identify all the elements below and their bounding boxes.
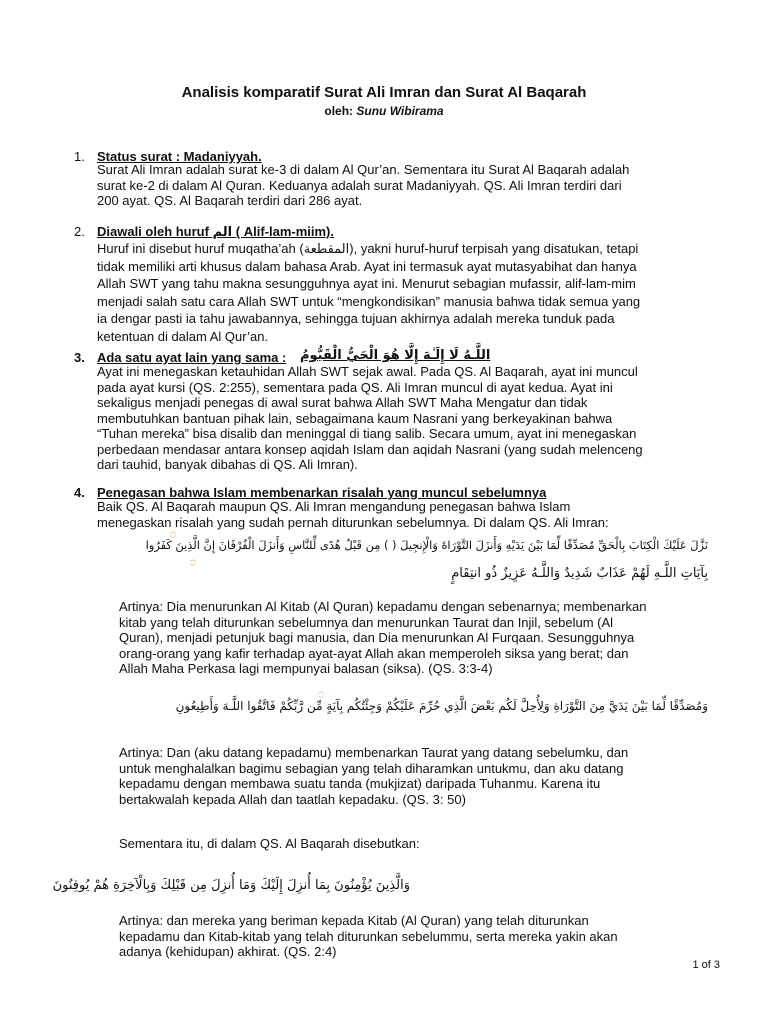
section-3-heading: Ada satu ayat lain yang sama : bbox=[97, 350, 287, 365]
section-2-heading bbox=[97, 224, 334, 240]
section-1-body bbox=[97, 162, 629, 209]
verse-end-mark: ۝ bbox=[318, 688, 324, 699]
text-line: 200 ayat. QS. Al Baqarah terdiri dari 286 ayat. bbox=[97, 193, 363, 208]
section-2-number: 2. bbox=[74, 224, 85, 239]
text-line: bertakwalah kepada Allah dan taatlah kepadaku. (QS. 3: 50) bbox=[119, 791, 466, 807]
text-line: surat ke-2 di dalam Al Quran. Keduanya adalah surat Madaniyyah. QS. Ali Imran terdiri dari bbox=[97, 177, 622, 193]
section-2-heading-arabic: الم bbox=[212, 225, 233, 240]
text-line: perbedaan mendasar antara konsep aqidah Islam dan aqidah Nasrani (yang sudah melenceng bbox=[97, 441, 643, 457]
section-1-number: 1. bbox=[74, 149, 85, 164]
text-line: menjadi salah satu cara Allah SWT untuk “mengkondisikan” manusia bahwa tidak semua yang bbox=[97, 293, 641, 309]
text-line: Huruf ini disebut huruf muqatha’ah (المقطعة), yakni huruf-huruf terpisah yang disatukan, tetapi bbox=[97, 241, 639, 256]
translation-3 bbox=[119, 913, 618, 960]
text-line: kepadamu dan Kitab-kitab yang telah diturunkan sebelummu, serta mereka yakin akan bbox=[119, 928, 618, 944]
text-line: pada ayat kursi (QS. 2:255), sementara pada QS. Ali Imran muncul di ayat kedua. Ayat ini bbox=[97, 379, 613, 395]
baqarah-intro: Sementara itu, di dalam QS. Al Baqarah disebutkan: bbox=[119, 836, 420, 851]
section-1-heading: Status surat : Madaniyyah. bbox=[97, 149, 262, 164]
section-2-heading-translit: ( Alif-lam-miim). bbox=[235, 224, 334, 239]
text-line: ketentuan di dalam Al Qur’an. bbox=[97, 328, 269, 344]
verse-end-mark: ۝ bbox=[190, 556, 196, 567]
text-line: tidak memiliki arti khusus dalam bahasa Arab. Ayat ini termasuk ayat mutasyabihat dan hanya bbox=[97, 258, 637, 274]
section-2-body bbox=[97, 240, 640, 346]
document-title: Analisis komparatif Surat Ali Imran dan Surat Al Baqarah bbox=[181, 84, 587, 101]
text-line: membutuhkan bantuan pihak lain, sebagaimana kaum Nasrani yang berkeyakinan bahwa bbox=[97, 410, 613, 426]
section-4-number: 4. bbox=[74, 485, 85, 500]
byline bbox=[0, 104, 768, 118]
text-line: kepadamu dengan membawa suatu tanda (mukjizat) daripada Tuhanmu. Karena itu bbox=[119, 776, 601, 791]
text-line: untuk menghalalkan bagimu sebagian yang telah diharamkan untukmu, dan aku datang bbox=[119, 760, 624, 776]
section-3-heading-arabic: اللَّـهُ لَا إِلَـٰهَ إِلَّا هُوَ الْحَيُّ الْقَيُّومُ bbox=[300, 348, 491, 363]
verse-end-mark: ۝ bbox=[170, 528, 176, 539]
section-2-heading-text: Diawali oleh huruf bbox=[97, 224, 209, 239]
text-line: Surat Ali Imran adalah surat ke-3 di dalam Al Qur’an. Sementara itu Surat Al Baqarah adalah bbox=[97, 162, 630, 177]
text-line: ia dengar pasti ia tahu jawabannya, sehingga tujuan akhirnya adalah mereka tunduk pada bbox=[97, 311, 615, 327]
section-4-heading: Penegasan bahwa Islam membenarkan risalah yang muncul sebelumnya bbox=[97, 485, 547, 500]
text-line: Ayat ini menegaskan ketauhidan Allah SWT sejak awal. Pada QS. Al Baqarah, ayat ini muncul bbox=[97, 364, 638, 379]
text-line: orang-orang yang kafir terhadap ayat-ayat Allah akan memperoleh siksa yang berat; dan bbox=[119, 645, 629, 661]
translation-1 bbox=[119, 599, 647, 677]
author-name: Sunu Wibirama bbox=[356, 104, 444, 118]
text-line: adanya (kehidupan) akhirat. (QS. 2:4) bbox=[119, 944, 337, 959]
text-line: Quran), menjadi petunjuk bagi manusia, dan Dia menurunkan Al Furqaan. Sesungguhnya bbox=[119, 630, 635, 645]
text-line: sekaligus menjadi penegas di awal surat bahwa Allah SWT Maha Mengatur dan tidak bbox=[97, 395, 588, 410]
text-line: Allah Maha Perkasa lagi mempunyai balasan (siksa). (QS. 3:3-4) bbox=[119, 661, 493, 676]
arabic-verse-3-4: بِآيَاتِ اللَّـهِ لَهُمْ عَذَابٌ شَدِيدٌ وَاللَّـهُ عَزِيزٌ ذُو انتِقَامٍ bbox=[451, 566, 708, 581]
text-line: Baik QS. Al Baqarah maupun QS. Ali Imran mengandung penegasan bahwa Islam bbox=[97, 499, 571, 514]
text-line: Artinya: dan mereka yang beriman kepada Kitab (Al Quran) yang telah diturunkan bbox=[119, 913, 589, 928]
section-3-body bbox=[97, 364, 643, 473]
text-line: menegaskan risalah yang sudah pernah diturunkan sebelumnya. Di dalam QS. Ali Imran: bbox=[97, 514, 609, 530]
section-3-number: 3. bbox=[74, 350, 85, 365]
text-line: kitab yang telah diturunkan sebelumnya dan menurunkan Taurat dan Injil, sebelum (Al bbox=[119, 614, 614, 630]
text-line: Artinya: Dia menurunkan Al Kitab (Al Quran) kepadamu dengan sebenarnya; membenarkan bbox=[119, 599, 647, 614]
text-line: Artinya: Dan (aku datang kepadamu) membenarkan Taurat yang datang sebelumku, dan bbox=[119, 745, 629, 760]
arabic-verse-3-3: نَزَّلَ عَلَيْكَ الْكِتَابَ بِالْحَقِّ مُصَدِّقًا لِّمَا بَيْنَ يَدَيْهِ وَأَنزَلَ التَّوْرَاةَ وَالْإِنجِيلَ ( ) مِن قَبْلُ هُدًى لِّلنَّاسِ وَأَنزَلَ الْفُرْقَانَ إِنَّ الَّذِينَ كَفَرُوا bbox=[145, 538, 708, 552]
byline-prefix: oleh: bbox=[324, 104, 357, 118]
text-line: Allah SWT yang tahu makna sesungguhnya ayat ini. Menurut sebagian mufassir, alif-lam-mim bbox=[97, 276, 636, 292]
arabic-verse-3-50: وَمُصَدِّقًا لِّمَا بَيْنَ يَدَيَّ مِنَ التَّوْرَاةِ وَلِأُحِلَّ لَكُم بَعْضَ الَّذِي حُرِّمَ عَلَيْكُمْ وَجِئْتُكُم بِآيَةٍ مِّن رَّبِّكُمْ فَاتَّقُوا اللَّـهَ وَأَطِيعُونِ bbox=[175, 699, 708, 713]
text-line: “Tuhan mereka” bisa disalib dan meninggal di tiang salib. Secara umum, ayat ini menegaskan bbox=[97, 426, 637, 441]
text-line: dari tauhid, banyak dibahas di QS. Ali Imran). bbox=[97, 457, 358, 472]
translation-2 bbox=[119, 745, 628, 807]
page-number: 1 of 3 bbox=[692, 959, 720, 971]
section-4-intro bbox=[97, 499, 609, 530]
arabic-verse-2-4: وَالَّذِينَ يُؤْمِنُونَ بِمَا أُنزِلَ إِلَيْكَ وَمَا أُنزِلَ مِن قَبْلِكَ وَبِالْآخِرَةِ هُمْ يُوقِنُونَ bbox=[52, 878, 410, 893]
